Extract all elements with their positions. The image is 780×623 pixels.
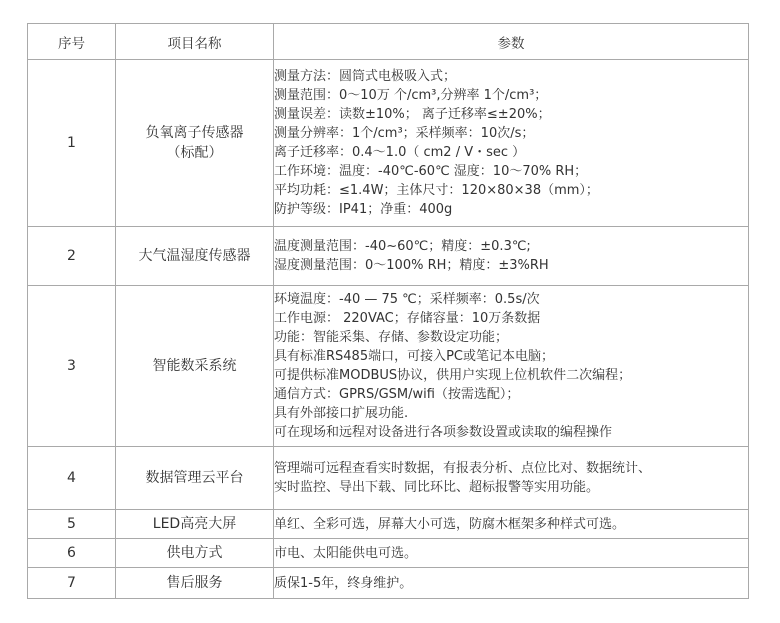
row-params (274, 227, 749, 286)
param-line: 环境温度：-40 — 75 ℃；采样频率：0.5s/次 (274, 292, 540, 307)
row-params (274, 510, 749, 539)
row-name-line: （标配） (166, 145, 223, 161)
row-params (274, 447, 749, 510)
param-line: 功能：智能采集、存储、参数设定功能； (274, 330, 509, 345)
param-line: 测量方法：圆筒式电极吸入式； (274, 69, 457, 84)
header-name: 项目名称 (116, 24, 274, 60)
table-row (28, 539, 749, 568)
row-index: 3 (28, 286, 116, 447)
param-line: 工作电源： 220VAC；存储容量：10万条数据 (274, 311, 541, 326)
param-line: 实时监控、导出下载、同比环比、超标报警等实用功能。 (274, 480, 600, 495)
row-name (116, 568, 274, 599)
spec-table (27, 23, 749, 599)
row-name (116, 227, 274, 286)
row-index: 1 (28, 60, 116, 227)
row-name-line: 负氧离子传感器 (145, 125, 244, 141)
param-line: 离子迁移率：0.4～1.0（ cm2 / V・sec ） (274, 145, 526, 160)
row-index: 7 (28, 568, 116, 599)
row-name (116, 539, 274, 568)
row-params (274, 539, 749, 568)
header-params: 参数 (274, 24, 749, 60)
row-name-line: 数据管理云平台 (145, 470, 244, 486)
header-index: 序号 (28, 24, 116, 60)
table-header-row (28, 24, 749, 60)
param-line: 测量误差：读数±10%； 离子迁移率≤±20%； (274, 107, 551, 122)
row-params (274, 60, 749, 227)
param-line: 温度测量范围：-40~60℃；精度：±0.3℃; (274, 239, 531, 254)
table-row (28, 510, 749, 539)
param-line: 具有外部接口扩展功能. (274, 406, 409, 421)
row-name-line: 智能数采系统 (152, 358, 237, 374)
table-row (28, 447, 749, 510)
param-line: 市电、太阳能供电可选。 (274, 545, 418, 561)
param-line: 具有标准RS485端口，可接入PC或笔记本电脑； (274, 349, 555, 364)
row-name-line: 供电方式 (166, 545, 223, 561)
row-name (116, 447, 274, 510)
param-line: 质保1-5年，终身维护。 (274, 575, 413, 591)
row-index: 6 (28, 539, 116, 568)
row-name-line: LED高亮大屏 (152, 516, 237, 532)
param-line: 管理端可远程查看实时数据，有报表分析、点位比对、数据统计、 (274, 461, 652, 476)
row-index: 2 (28, 227, 116, 286)
row-params (274, 286, 749, 447)
row-index: 4 (28, 447, 116, 510)
row-index: 5 (28, 510, 116, 539)
row-name (116, 510, 274, 539)
row-name (116, 286, 274, 447)
table-row (28, 227, 749, 286)
param-line: 可提供标准MODBUS协议，供用户实现上位机软件二次编程； (274, 368, 632, 383)
table-row (28, 568, 749, 599)
param-line: 测量分辨率：1个/cm³；采样频率：10次/s； (274, 126, 535, 141)
param-line: 平均功耗：≤1.4W；主体尺寸：120×80×38（mm）； (274, 183, 599, 198)
row-name (116, 60, 274, 227)
param-line: 可在现场和远程对设备进行各项参数设置或读取的编程操作 (274, 425, 613, 440)
table-row (28, 60, 749, 227)
param-line: 通信方式：GPRS/GSM/wifi（按需选配）； (274, 387, 520, 402)
param-line: 工作环境：温度：-40℃-60℃ 湿度：10～70% RH； (274, 164, 588, 179)
row-name-line: 大气温湿度传感器 (138, 248, 251, 264)
param-line: 防护等级：IP41；净重：400g (274, 202, 453, 217)
row-params (274, 568, 749, 599)
row-name-line: 售后服务 (166, 575, 223, 591)
param-line: 测量范围：0～10万 个/cm³,分辨率 1个/cm³； (274, 88, 548, 103)
param-line: 单红、全彩可选，屏幕大小可选，防腐木框架多种样式可选。 (274, 516, 626, 532)
param-line: 湿度测量范围：0～100% RH；精度：±3%RH (274, 258, 549, 273)
table-row (28, 286, 749, 447)
